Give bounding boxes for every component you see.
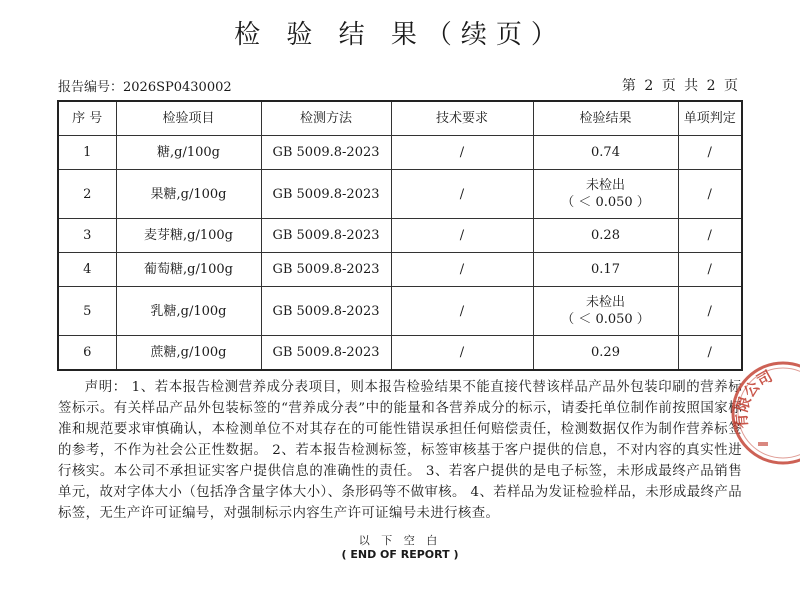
cell-no: 1 bbox=[58, 136, 116, 170]
cell-requirement: / bbox=[391, 336, 533, 370]
page-title: 检 验 结 果（续页） bbox=[234, 20, 566, 50]
cell-method: GB 5009.8-2023 bbox=[261, 170, 391, 219]
cell-no: 5 bbox=[58, 287, 116, 336]
company-seal-icon bbox=[728, 358, 800, 468]
cell-result: 0.28 bbox=[533, 219, 678, 253]
cell-no: 6 bbox=[58, 336, 116, 370]
cell-requirement: / bbox=[391, 219, 533, 253]
header-method: 检测方法 bbox=[261, 101, 391, 136]
cell-result: 0.74 bbox=[533, 136, 678, 170]
cell-item: 蔗糖,g/100g bbox=[116, 336, 261, 370]
header-requirement: 技术要求 bbox=[391, 101, 533, 136]
svg-text:有限公司: 有限公司 bbox=[732, 366, 776, 430]
report-number: 报告编号：2026SP0430002 bbox=[58, 80, 232, 95]
cell-item: 乳糖,g/100g bbox=[116, 287, 261, 336]
cell-method: GB 5009.8-2023 bbox=[261, 253, 391, 287]
cell-judgment: / bbox=[678, 287, 742, 336]
table-row bbox=[58, 170, 742, 219]
table-row bbox=[58, 336, 742, 370]
cell-judgment: / bbox=[678, 219, 742, 253]
cell-judgment: / bbox=[678, 170, 742, 219]
cell-requirement: / bbox=[391, 253, 533, 287]
header-result: 检验结果 bbox=[533, 101, 678, 136]
header-judgment: 单项判定 bbox=[678, 101, 742, 136]
cell-no: 2 bbox=[58, 170, 116, 219]
blank-below-notice: 以 下 空 白 bbox=[358, 534, 442, 547]
cell-item: 葡萄糖,g/100g bbox=[116, 253, 261, 287]
disclaimer-statement: 声明： 1、若本报告检测营养成分表项目，则本报告检验结果不能直接代替该样品产品外包装印刷的营养标签标示。有关样品产品外包装标签的“营养成分表”中的能量和各营养成分的标示，请委托单位制作前按照国家标准和规范要求审慎确认，本检测单位不对其存在的可能性错误承担任何赔偿责任，检测数据仅作为制作营养标签的参考，不作为社会公正性数据。 2、若本报告检测标签，标签审核基于客户提供的信息，不对内容的真实性进行核实。本公司不承担证实客户提供信息的准确性的责任。 3、若客户提供的是电子标签，未形成最终产品销售单元，故对字体大小（包括净含量字体大小）、条形码等不做审核。 4、若样品为发证检验样品，未形成最终产品标签，无生产许可证编号，对强制标示内容生产许可证编号未进行核查。 bbox=[58, 380, 742, 521]
result-detail: （ ＜ 0.050 ） bbox=[561, 195, 650, 210]
cell-method: GB 5009.8-2023 bbox=[261, 336, 391, 370]
cell-requirement: / bbox=[391, 136, 533, 170]
result-value: 未检出 bbox=[585, 178, 625, 193]
cell-no: 3 bbox=[58, 219, 116, 253]
cell-method: GB 5009.8-2023 bbox=[261, 219, 391, 253]
cell-item: 麦芽糖,g/100g bbox=[116, 219, 261, 253]
cell-result bbox=[533, 170, 678, 219]
table-header-row bbox=[58, 101, 742, 136]
cell-requirement: / bbox=[391, 170, 533, 219]
cell-requirement: / bbox=[391, 287, 533, 336]
table-row bbox=[58, 136, 742, 170]
cell-result: 0.29 bbox=[533, 336, 678, 370]
header-no: 序 号 bbox=[58, 101, 116, 136]
result-detail: （ ＜ 0.050 ） bbox=[561, 312, 650, 327]
cell-item: 糖,g/100g bbox=[116, 136, 261, 170]
table-row bbox=[58, 253, 742, 287]
result-value: 未检出 bbox=[585, 295, 625, 310]
page-indicator: 第 2 页 共 2 页 bbox=[621, 78, 740, 94]
table-row bbox=[58, 287, 742, 336]
cell-judgment: / bbox=[678, 336, 742, 370]
table-row bbox=[58, 219, 742, 253]
results-table bbox=[57, 100, 743, 371]
cell-method: GB 5009.8-2023 bbox=[261, 287, 391, 336]
cell-judgment: / bbox=[678, 253, 742, 287]
cell-item: 果糖,g/100g bbox=[116, 170, 261, 219]
cell-result: 0.17 bbox=[533, 253, 678, 287]
cell-no: 4 bbox=[58, 253, 116, 287]
cell-result bbox=[533, 287, 678, 336]
end-of-report: ( END OF REPORT ) bbox=[341, 548, 459, 561]
cell-method: GB 5009.8-2023 bbox=[261, 136, 391, 170]
cell-judgment: / bbox=[678, 136, 742, 170]
header-item: 检验项目 bbox=[116, 101, 261, 136]
